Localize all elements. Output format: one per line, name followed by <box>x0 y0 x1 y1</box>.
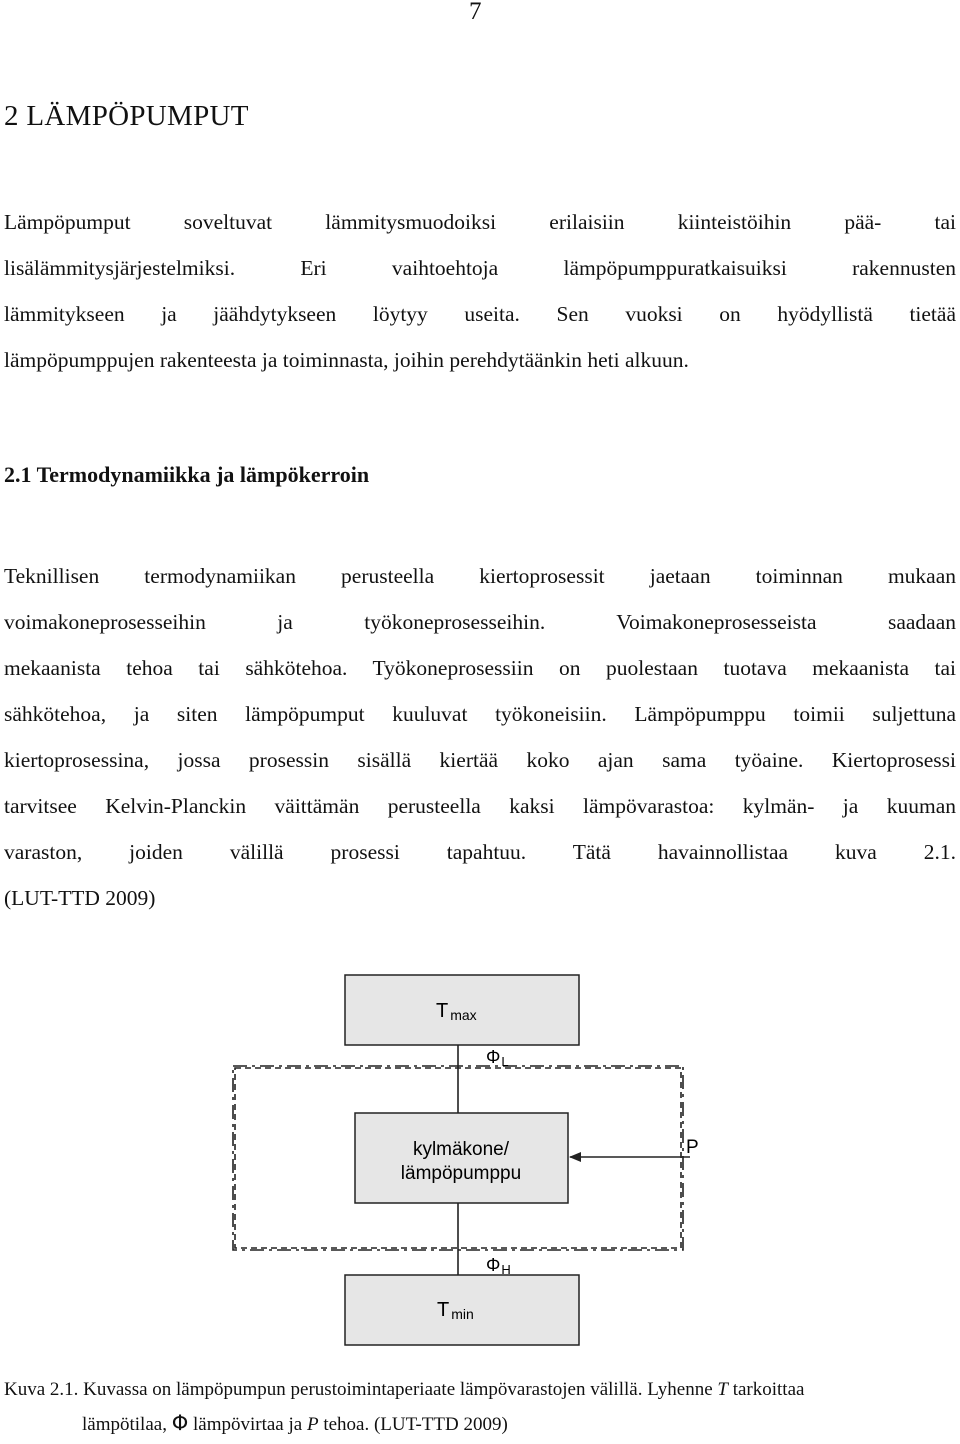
body-paragraph <box>4 553 956 921</box>
text-line: tarvitsee Kelvin-Planckin väittämän perusteella kaksi lämpövarastoa: kylmän- ja kuuman <box>4 794 956 818</box>
text-line: mekaanista tehoa tai sähkötehoa. Työkoneprosessiin on puolestaan tuotava mekaanista tai <box>4 656 956 680</box>
power-label: P <box>686 1137 699 1158</box>
text-line: lämmitykseen ja jäähdytykseen löytyy useita. Sen vuoksi on hyödyllistä tietää <box>4 302 956 326</box>
text-line: lämpöpumppujen rakenteesta ja toiminnasta, joihin perehdytäänkin heti alkuun. <box>4 348 689 372</box>
heat-pump-label-line1: kylmäkone/ <box>412 1139 510 1160</box>
text-line: Teknillisen termodynamiikan perusteella kiertoprosessit jaetaan toiminnan mukaan <box>4 564 956 588</box>
figure-caption <box>4 1376 944 1442</box>
intro-paragraph <box>4 199 956 383</box>
text-line: sähkötehoa, ja siten lämpöpumput kuuluvat työkoneisiin. Lämpöpumppu toimii suljettuna <box>4 702 956 726</box>
phi-l-label: ΦL <box>486 1047 509 1069</box>
text-line: (LUT-TTD 2009) <box>4 886 156 910</box>
heat-pump-label-line2: lämpöpumppu <box>400 1163 522 1184</box>
phi-h-label: ΦH <box>486 1255 511 1277</box>
section-heading: 2.1 Termodynamiikka ja lämpökerroin <box>4 462 370 487</box>
text-line: lisälämmitysjärjestelmiksi. Eri vaihtoehtoja lämpöpumppuratkaisuiksi rakennusten <box>4 256 956 280</box>
text-line: Lämpöpumput soveltuvat lämmitysmuodoiksi erilaisiin kiinteistöihin pää- tai <box>4 210 956 234</box>
heat-pump-diagram <box>0 960 960 1360</box>
page-number: 7 <box>469 0 482 25</box>
t-min-label: T min <box>437 1299 474 1322</box>
chapter-heading: 2 LÄMPÖPUMPUT <box>4 100 249 132</box>
caption-line: lämpötilaa, Φ lämpövirtaa ja P tehoa. (LUT-TTD 2009) <box>82 1411 508 1435</box>
text-line: voimakoneprosesseihin ja työkoneprosesseihin. Voimakoneprosesseista saadaan <box>4 610 956 634</box>
text-line: varaston, joiden välillä prosessi tapahtuu. Tätä havainnollistaa kuva 2.1. <box>4 840 956 864</box>
caption-line: Kuva 2.1. Kuvassa on lämpöpumpun perustoimintaperiaate lämpövarastojen välillä. Lyhenne T tarkoittaa <box>4 1379 805 1400</box>
t-max-label: T max <box>436 1000 477 1023</box>
text-line: kiertoprosessina, jossa prosessin sisällä kiertää koko ajan sama työaine. Kiertoprosessi <box>4 748 956 772</box>
